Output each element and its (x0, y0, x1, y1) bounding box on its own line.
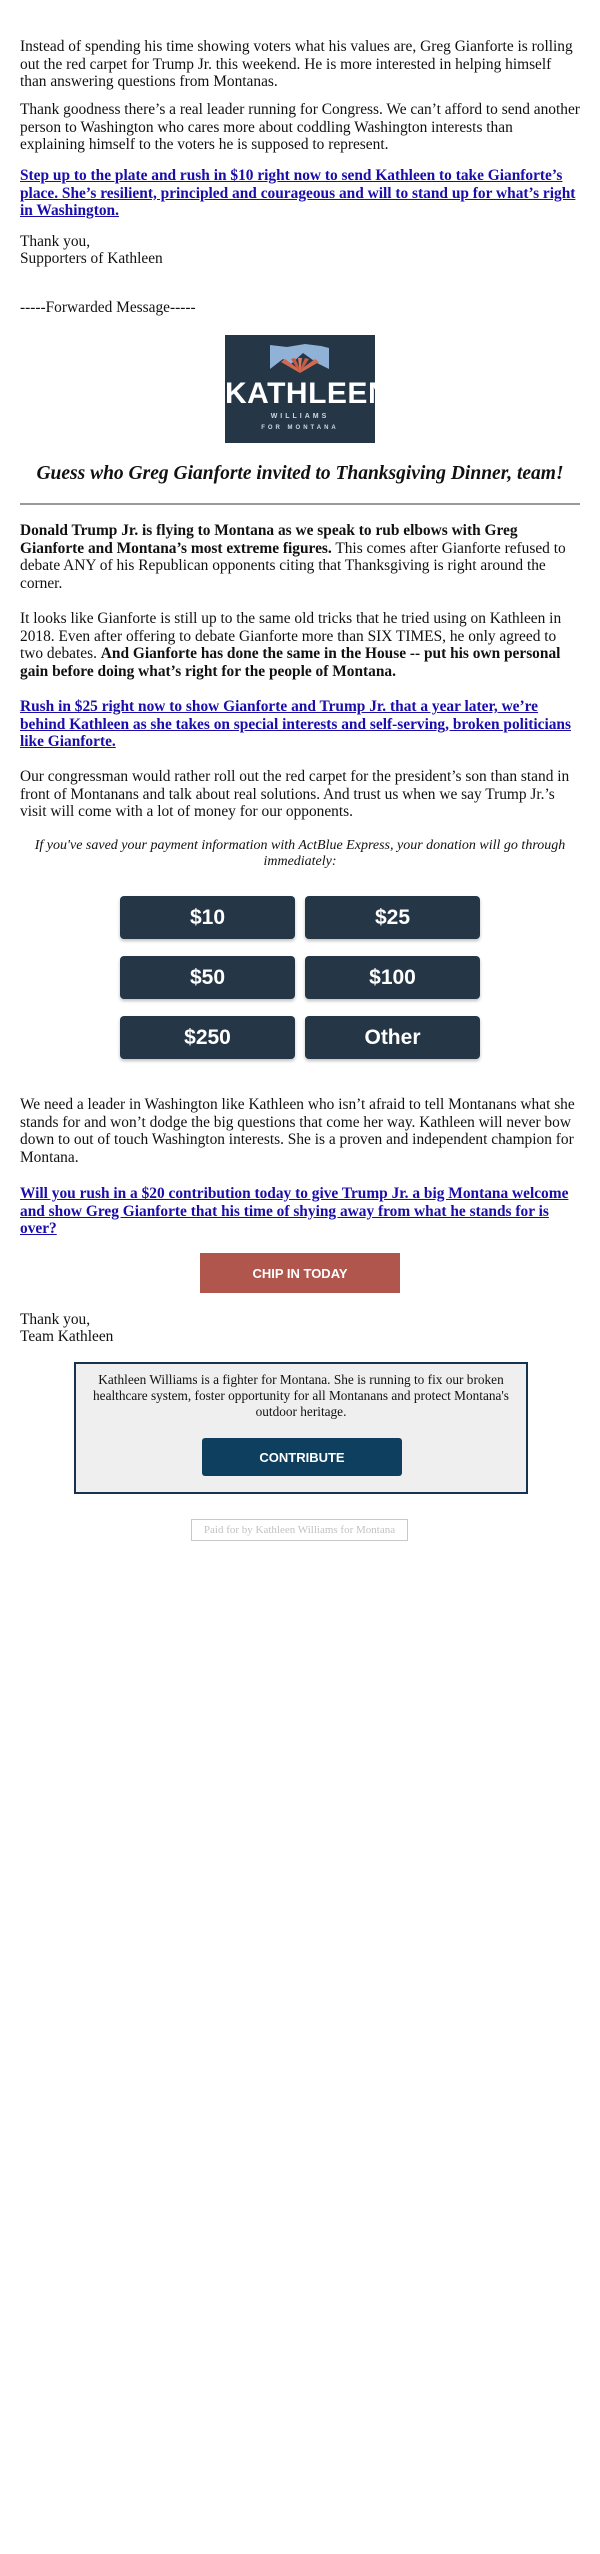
mountain-logo-icon (225, 335, 375, 379)
body-paragraph-4 (20, 610, 580, 680)
body-paragraph-4-bold: And Gianforte has done the same in the House -- put his own personal gain before doing what’s right for the people of Montana. (20, 645, 561, 680)
closing-thanks: Thank you, (20, 1311, 91, 1328)
chip-in-button[interactable]: CHIP IN TODAY (200, 1253, 400, 1293)
kathleen-logo (225, 335, 391, 443)
body-paragraph-5: Our congressman would rather roll out the red carpet for the president’s son than stand in front of Montanans and talk about real solutions. And trust us when we say Trump Jr.’s visit will come with a lot of money for our opponents. (20, 768, 570, 820)
donate-amount-button-10[interactable]: $10 (120, 896, 295, 939)
forwarded-message-label: -----Forwarded Message----- (20, 299, 196, 316)
donate-link-10[interactable]: Step up to the plate and rush in $10 right now to send Kathleen to take Gianforte’s place. She’s resilient, principled and courageous and will to stand up for what’s right in Washington. (20, 167, 576, 219)
body-paragraph-3-rest: This comes after Gianforte refused to debate ANY of his Republican opponents citing that Thanksgiving is right around the corner. (20, 539, 566, 592)
divider (20, 503, 580, 505)
intro-paragraph-2: Thank goodness there’s a real leader running for Congress. We can’t afford to send another person to Washington who cares more about coddling Washington interests than explaining himself to the voters he is supposed to represent. (20, 101, 580, 153)
headline: Guess who Greg Gianforte invited to Thanksgiving Dinner, team! (36, 463, 564, 484)
footer-callout-box (74, 1362, 528, 1494)
body-paragraph-3 (20, 522, 580, 592)
body-paragraph-4-start: It looks like Gianforte is still up to the same old tricks that he tried using on Kathleen in 2018. Even after offering to debate Gianforte more than SIX TIMES, he only agreed to two debates. (20, 610, 562, 662)
donate-link-20[interactable]: Will you rush in a $20 contribution today to give Trump Jr. a big Montana welcome and show Greg Gianforte that his time of shying away from what he stands for is over? (20, 1185, 569, 1237)
actblue-note: If you've saved your payment information with ActBlue Express, your donation will go through immediately: (34, 838, 566, 869)
donate-amount-button-250[interactable]: $250 (120, 1016, 295, 1059)
donate-amount-button-other[interactable]: Other (305, 1016, 480, 1059)
intro-thanks: Thank you, (20, 233, 91, 250)
donate-amount-button-50[interactable]: $50 (120, 956, 295, 999)
donate-amount-button-25[interactable]: $25 (305, 896, 480, 939)
intro-paragraph-1: Instead of spending his time showing voters what his values are, Greg Gianforte is rolling out the red carpet for Trump Jr. this weekend. He is more interested in helping himself than answering questions from Montanas. (20, 38, 573, 90)
intro-signature: Supporters of Kathleen (20, 250, 163, 267)
donate-amount-button-100[interactable]: $100 (305, 956, 480, 999)
donate-link-25[interactable]: Rush in $25 right now to show Gianforte and Trump Jr. that a year later, we’re behind Kathleen as she takes on special interests and self-serving, broken politicians like Gianforte. (20, 698, 571, 750)
footer-callout-text: Kathleen Williams is a fighter for Montana. She is running to fix our broken healthcare system, foster opportunity for all Montanans and protect Montana's outdoor heritage. (93, 1372, 509, 1419)
logo-surname: WILLIAMS (270, 413, 330, 420)
paid-for-disclaimer: Paid for by Kathleen Williams for Montana (191, 1519, 408, 1541)
closing-paragraph: We need a leader in Washington like Kathleen who isn’t afraid to tell Montanans what she stands for and won’t dodge the big questions that come her way. Kathleen will never bow down to out of touch Washington interests. She is a proven and independent champion for Montana. (20, 1096, 575, 1166)
closing-signature: Team Kathleen (20, 1328, 114, 1345)
logo-name: KATHLEEN (225, 377, 391, 410)
contribute-button[interactable]: CONTRIBUTE (202, 1438, 402, 1476)
body-paragraph-3-bold: Donald Trump Jr. is flying to Montana as we speak to rub elbows with Greg Gianforte and Montana’s most extreme figures. (20, 522, 518, 557)
logo-tagline: FOR MONTANA (261, 425, 339, 431)
